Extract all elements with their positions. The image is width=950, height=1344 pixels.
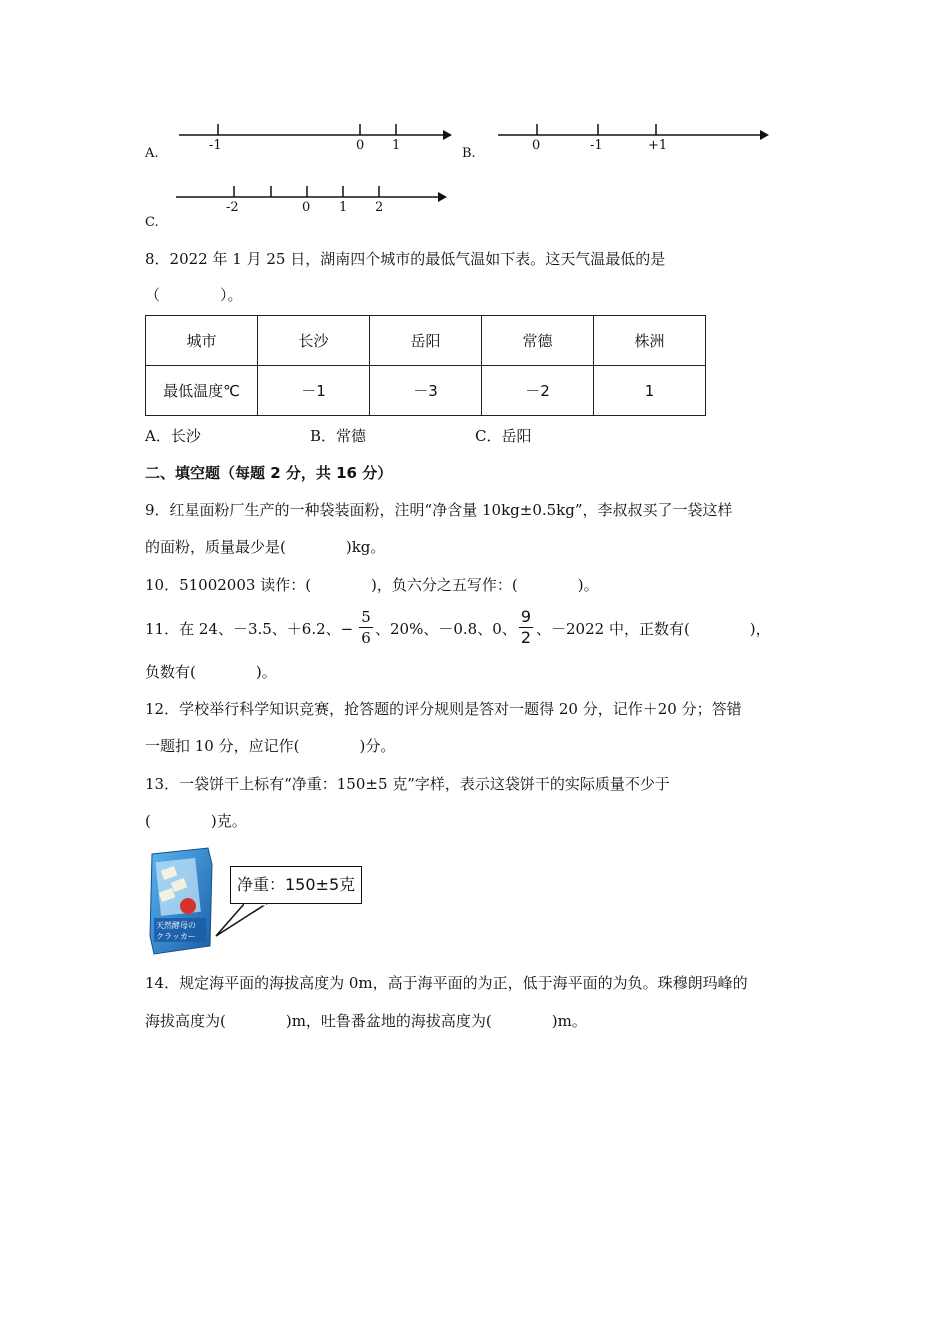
table-cell: 岳阳 (370, 316, 482, 366)
table-cell: 最低温度℃ (146, 366, 258, 416)
option-b-label: B. (462, 146, 476, 161)
q9-line1: 9．红星面粉厂生产的一种袋装面粉，注明“净含量 10kg±0.5kg”，李叔叔买了一袋这样 (145, 501, 733, 519)
q9-line2: 的面粉，质量最少是( )kg。 (145, 538, 386, 556)
bag-text: クラッカー (156, 932, 196, 941)
number-line-c (172, 182, 452, 212)
table-row (146, 366, 706, 416)
fraction-numerator: 5 (361, 608, 371, 626)
q13-line2: ( )克。 (145, 812, 247, 830)
fraction-denominator: 2 (520, 628, 532, 647)
q11-line2: 负数有( )。 (145, 663, 277, 681)
fraction-5-6 (359, 608, 373, 647)
table-cell: 常德 (482, 316, 594, 366)
q8-option-a: A．长沙 (145, 427, 201, 445)
q10-line: 10．51002003 读作：( )，负六分之五写作：( )。 (145, 576, 599, 594)
table-cell: 城市 (146, 316, 258, 366)
net-weight-callout: 净重：150±5克 (230, 866, 362, 904)
q8-option-b: B．常德 (310, 427, 367, 445)
q14-line1: 14．规定海平面的海拔高度为 0m，高于海平面的为正，低于海平面的为负。珠穆朗玛峰的 (145, 974, 748, 992)
q14-line2: 海拔高度为( )m，吐鲁番盆地的海拔高度为( )m。 (145, 1012, 587, 1030)
tick-label: -1 (590, 138, 603, 153)
section-title: 二、填空题（每题 2 分，共 16 分） (145, 464, 393, 482)
q8-line2: （ ）。 (145, 286, 243, 304)
q11-part1: 11．在 24、－3.5、＋6.2、− (145, 620, 354, 638)
table-cell: 长沙 (258, 316, 370, 366)
fraction-denominator: 6 (361, 629, 371, 647)
tick-label: 2 (375, 200, 384, 215)
table-cell: －3 (370, 366, 482, 416)
q12-line1: 12．学校举行科学知识竞赛，抢答题的评分规则是答对一题得 20 分，记作＋20 分；答错 (145, 700, 742, 718)
tick-label: 1 (339, 200, 348, 215)
tick-label: 0 (356, 138, 365, 153)
tick-label: 0 (302, 200, 311, 215)
q8-line1: 8．2022 年 1 月 25 日，湖南四个城市的最低气温如下表。这天气温最低的是 (145, 250, 666, 268)
q8-option-c: C．岳阳 (475, 427, 532, 445)
table-cell: －1 (258, 366, 370, 416)
table-cell: 1 (594, 366, 706, 416)
q12-line2: 一题扣 10 分，应记作( )分。 (145, 737, 396, 755)
fraction-9-2 (519, 608, 533, 647)
q11-part2: 、20%、－0.8、0、 (375, 620, 517, 638)
table-cell: 株洲 (594, 316, 706, 366)
q11-part3: 、－2022 中，正数有( )， (536, 620, 771, 638)
tick-label: -2 (226, 200, 239, 215)
option-c-label: C. (145, 215, 159, 230)
table-cell: －2 (482, 366, 594, 416)
q13-line1: 13．一袋饼干上标有“净重：150±5 克”字样，表示这袋饼干的实际质量不少于 (145, 775, 670, 793)
fraction-numerator: 9 (520, 607, 532, 626)
table-row (146, 316, 706, 366)
tick-label: +1 (648, 138, 668, 153)
tick-label: 0 (532, 138, 541, 153)
temperature-table (145, 315, 706, 416)
tick-label: -1 (209, 138, 222, 153)
option-a-label: A. (145, 146, 159, 161)
tick-label: 1 (392, 138, 401, 153)
bag-text: 天然酵母の (156, 921, 196, 930)
